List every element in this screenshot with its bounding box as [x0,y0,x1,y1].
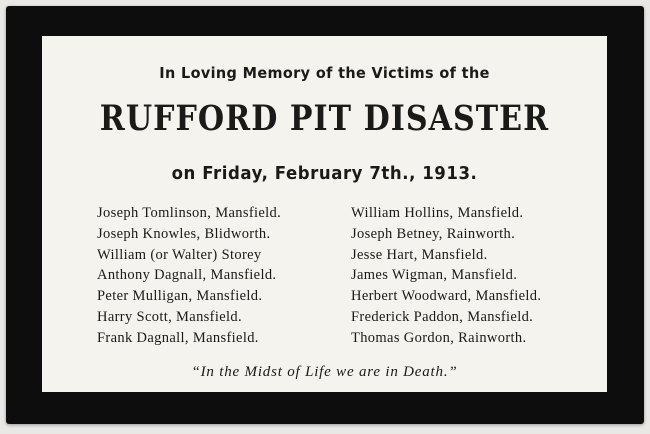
victim-name: Anthony Dagnall, Mansfield. [97,267,277,284]
victim-name: Jesse Hart, Mansfield. [351,246,488,263]
victim-name: Frederick Paddon, Mansfield. [351,308,534,325]
victim-name: Joseph Betney, Rainworth. [351,225,516,242]
victims-list-left [97,203,281,349]
victims-list-right [351,203,541,349]
disaster-title: RUFFORD PIT DISASTER [99,98,550,139]
victim-name: James Wigman, Mansfield. [351,267,518,284]
date-line: on Friday, February 7th., 1913. [171,163,478,184]
memorial-quote: “In the Midst of Life we are in Death.” [191,364,458,380]
victim-name: Harry Scott, Mansfield. [97,308,242,325]
dedication-line: In Loving Memory of the Victims of the [159,64,490,82]
victim-name: William (or Walter) Storey [97,246,262,263]
victim-name: Herbert Woodward, Mansfield. [351,288,542,305]
memorial-card [6,6,644,424]
victim-name: Joseph Knowles, Blidworth. [97,225,271,242]
card-panel [42,36,607,392]
victim-name: Joseph Tomlinson, Mansfield. [97,205,282,221]
victim-name: Thomas Gordon, Rainworth. [351,329,527,346]
victim-name: Peter Mulligan, Mansfield. [97,288,263,305]
victim-name: Frank Dagnall, Mansfield. [97,329,259,346]
victim-name: William Hollins, Mansfield. [351,205,524,221]
